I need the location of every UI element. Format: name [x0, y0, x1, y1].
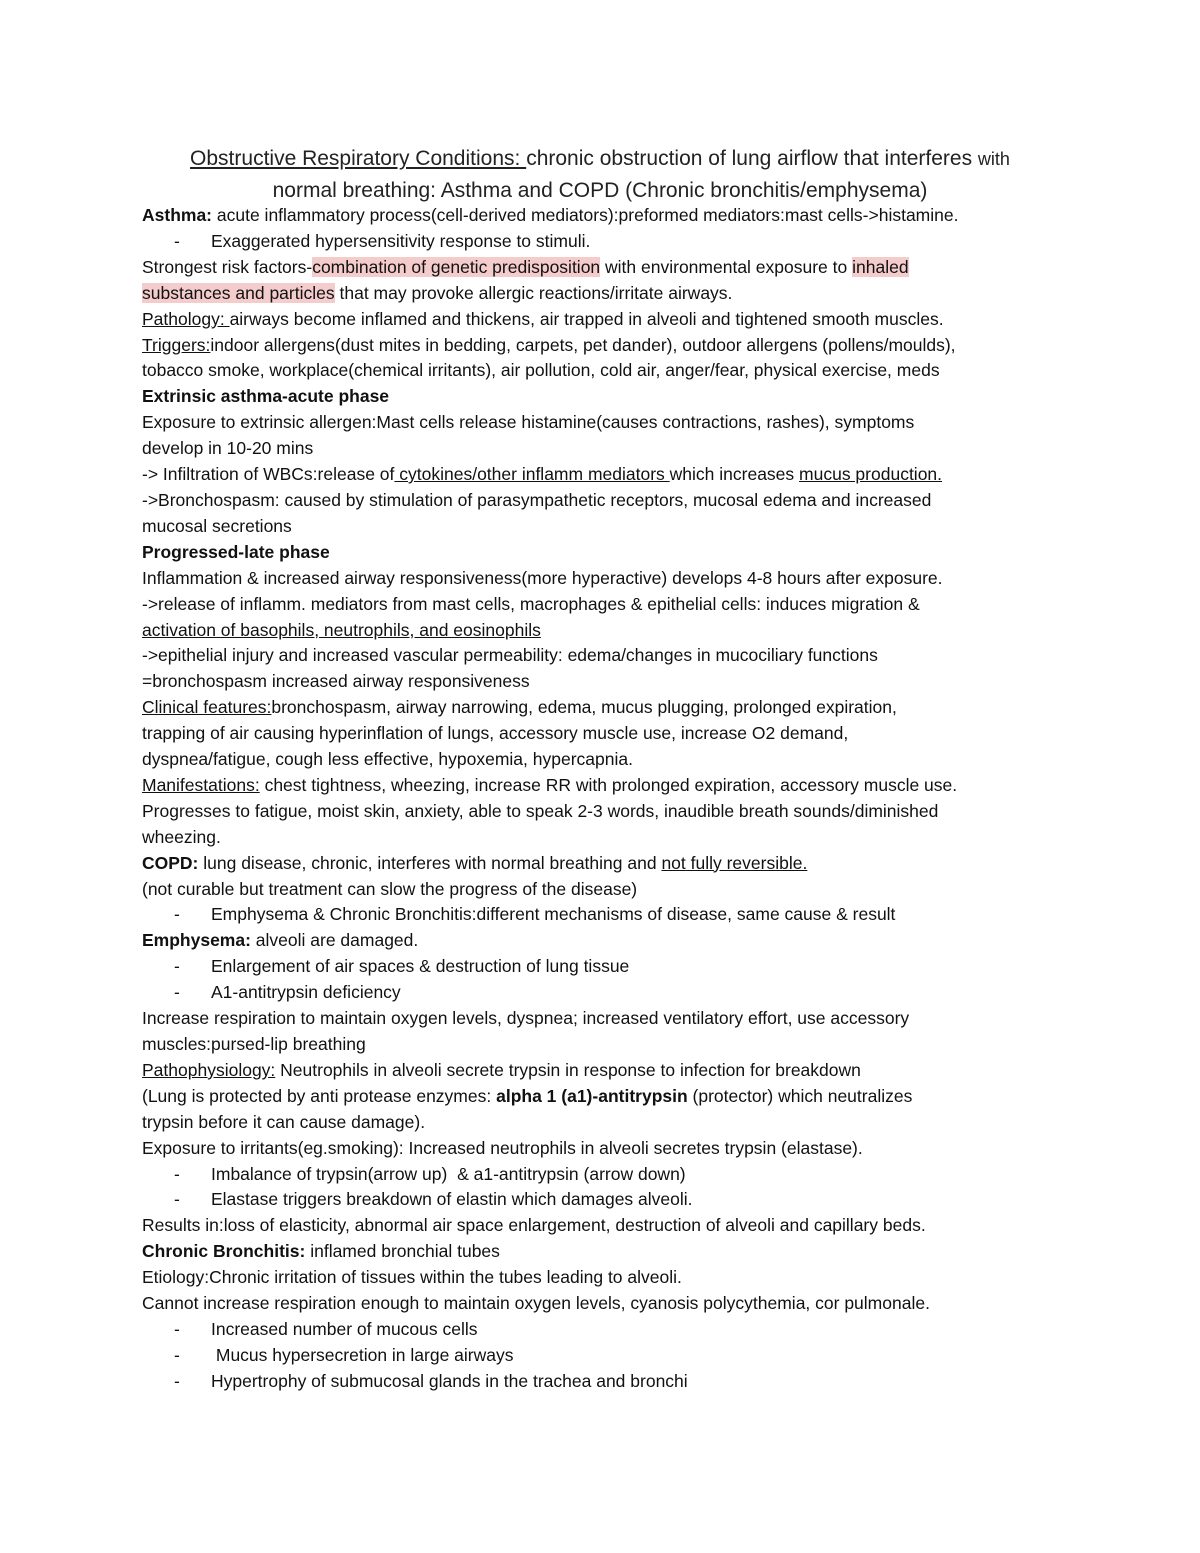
bronchitis-definition [142, 1239, 1062, 1265]
acute-line-2: develop in 10-20 mins [142, 438, 314, 459]
bullet-text: Mucus hypersecretion in large airways [211, 1344, 514, 1365]
manifestations-line-2: Progresses to fatigue, moist skin, anxiety, able to speak 2-3 words, inaudible breath sounds/diminished [142, 800, 939, 821]
pathophysiology-line [142, 1058, 1062, 1084]
emphysema-line-1: Increase respiration to maintain oxygen levels, dyspnea; increased ventilatory effort, use accessory [142, 1008, 910, 1029]
clinical-text: bronchospasm, airway narrowing, edema, mucus plugging, prolonged expiration, [271, 697, 897, 718]
late-line-3: activation of basophils, neutrophils, and eosinophils [142, 619, 541, 640]
emphysema-label: Emphysema: [142, 930, 251, 951]
list-item [142, 1343, 1062, 1369]
document-title [130, 143, 1070, 206]
list-item [142, 954, 1062, 980]
highlight-inhaled: inhaled [852, 256, 909, 277]
pathophysiology-text: Neutrophils in alveoli secrete trypsin in response to infection for breakdown [275, 1059, 861, 1080]
title-rest: chronic obstruction of lung airflow that interferes [526, 147, 978, 170]
bullet-dash: - [174, 904, 180, 925]
acute-line-4: ->Bronchospasm: caused by stimulation of parasympathetic receptors, mucosal edema and increased [142, 489, 932, 510]
clinical-line-2: trapping of air causing hyperinflation of lungs, accessory muscle use, increase O2 demand, [142, 723, 849, 744]
title-with: with [977, 149, 1010, 169]
manifestations-line-1 [142, 773, 1062, 799]
etiology-line: Etiology:Chronic irritation of tissues within the tubes leading to alveoli. [142, 1267, 682, 1288]
protection-line-1 [142, 1084, 1062, 1110]
copd-underline: not fully reversible. [661, 852, 808, 873]
protection-text-c: (protector) which neutralizes [687, 1085, 913, 1106]
bullet-dash: - [174, 1370, 180, 1391]
triggers-label: Triggers: [142, 334, 211, 355]
protection-text-a: (Lung is protected by anti protease enzymes: [142, 1085, 497, 1106]
list-item [142, 1162, 1062, 1188]
list-item [142, 1187, 1062, 1213]
pathology-text: airways become inflamed and thickens, air trapped in alveoli and tightened smooth muscles. [229, 308, 944, 329]
acute-line-5: mucosal secretions [142, 515, 292, 536]
late-phase-heading: Progressed-late phase [142, 541, 330, 562]
bullet-dash: - [174, 1163, 180, 1184]
results-line: Results in:loss of elasticity, abnormal air space enlargement, destruction of alveoli and capillary beds. [142, 1215, 926, 1236]
pathophysiology-label: Pathophysiology: [142, 1059, 276, 1080]
emphysema-line-2: muscles:pursed-lip breathing [142, 1034, 366, 1054]
asthma-def-text: acute inflammatory process(cell-derived mediators):preformed mediators:mast cells->histamine. [212, 205, 959, 225]
acute-text-a: -> Infiltration of WBCs:release of [142, 464, 395, 485]
acute-underline-mucus: mucus production. [799, 464, 943, 485]
list-item [142, 1317, 1062, 1343]
bullet-dash: - [174, 1318, 180, 1339]
clinical-line-1 [142, 695, 1062, 721]
pathology-line [142, 307, 1062, 333]
title-line-1 [130, 143, 1070, 175]
triggers-line-1 [142, 333, 1062, 359]
acute-line-3 [142, 462, 1062, 488]
late-line-1: Inflammation & increased airway responsiveness(more hyperactive) develops 4-8 hours after exposure. [142, 567, 943, 588]
bullet-text: Elastase triggers breakdown of elastin which damages alveoli. [211, 1189, 693, 1210]
risk-text-c: that may provoke allergic reactions/irritate airways. [334, 282, 733, 303]
document-body [142, 203, 1062, 1395]
bullet-dash: - [174, 956, 180, 977]
manifestations-text: chest tightness, wheezing, increase RR with prolonged expiration, accessory muscle use. [259, 774, 958, 795]
list-item [142, 902, 1062, 928]
asthma-definition [142, 203, 1062, 229]
cannot-line: Cannot increase respiration enough to maintain oxygen levels, cyanosis polycythemia, cor pulmonale. [142, 1293, 930, 1314]
late-line-2: ->release of inflamm. mediators from mast cells, macrophages & epithelial cells: induces migration & [142, 593, 920, 614]
late-line-5: =bronchospasm increased airway responsiveness [142, 671, 530, 692]
antitrypsin-bold: alpha 1 (a1)-antitrypsin [496, 1085, 688, 1106]
risk-text-a: Strongest risk factors- [142, 256, 313, 277]
highlight-substances: substances and particles [142, 282, 335, 303]
bullet-text: Increased number of mucous cells [211, 1318, 478, 1339]
bullet-text: Emphysema & Chronic Bronchitis:different mechanisms of disease, same cause & result [211, 904, 896, 925]
bullet-dash: - [174, 982, 180, 1003]
bullet-text: Enlargement of air spaces & destruction of lung tissue [211, 956, 630, 977]
risk-factors-line-1 [142, 255, 1062, 281]
bullet-dash: - [174, 1189, 180, 1210]
clinical-line-3: dyspnea/fatigue, cough less effective, hypoxemia, hypercapnia. [142, 749, 633, 770]
bronchitis-def-text: inflamed bronchial tubes [305, 1241, 500, 1262]
clinical-label: Clinical features: [142, 697, 272, 718]
risk-factors-line-2 [142, 281, 1062, 307]
bullet-text: Exaggerated hypersensitivity response to stimuli. [211, 230, 591, 251]
late-line-4: ->epithelial injury and increased vascular permeability: edema/changes in mucociliary functions [142, 645, 878, 666]
bullet-text: Imbalance of trypsin(arrow up) & a1-antitrypsin (arrow down) [211, 1163, 686, 1184]
list-item [142, 1369, 1062, 1395]
emphysema-def-text: alveoli are damaged. [250, 930, 419, 951]
bullet-dash: - [174, 230, 180, 251]
exposure-line: Exposure to irritants(eg.smoking): Increased neutrophils in alveoli secretes trypsin (elastase). [142, 1137, 863, 1158]
title-line-2: normal breathing: Asthma and COPD (Chronic bronchitis/emphysema) [272, 179, 928, 202]
bullet-text: A1-antitrypsin deficiency [211, 982, 401, 1003]
risk-text-b: with environmental exposure to [600, 256, 853, 277]
list-item [142, 229, 1062, 255]
title-lead: Obstructive Respiratory Conditions: [190, 147, 527, 170]
copd-label: COPD: [142, 852, 199, 873]
triggers-text: indoor allergens(dust mites in bedding, carpets, pet dander), outdoor allergens (pollens/moulds), [210, 334, 956, 355]
list-item [142, 980, 1062, 1006]
acute-underline-cytokines: cytokines/other inflamm mediators [394, 464, 670, 485]
copd-def-text: lung disease, chronic, interferes with normal breathing and [198, 852, 662, 873]
emphysema-definition [142, 928, 1062, 954]
asthma-label: Asthma: [142, 205, 213, 225]
bullet-dash: - [174, 1344, 180, 1365]
pathology-label: Pathology: [142, 308, 230, 329]
copd-line-2: (not curable but treatment can slow the progress of the disease) [142, 878, 638, 899]
acute-text-b: which increases [669, 464, 800, 485]
bullet-text: Hypertrophy of submucosal glands in the trachea and bronchi [211, 1370, 688, 1391]
triggers-line-2: tobacco smoke, workplace(chemical irritants), air pollution, cold air, anger/fear, physical exercise, meds [142, 360, 940, 381]
acute-phase-heading: Extrinsic asthma-acute phase [142, 386, 390, 407]
copd-definition [142, 851, 1062, 877]
protection-line-2: trypsin before it can cause damage). [142, 1111, 426, 1132]
manifestations-line-3: wheezing. [142, 826, 221, 847]
manifestations-label: Manifestations: [142, 774, 260, 795]
highlight-genetic: combination of genetic predisposition [312, 256, 601, 277]
bronchitis-label: Chronic Bronchitis: [142, 1241, 306, 1262]
acute-line-1: Exposure to extrinsic allergen:Mast cells release histamine(causes contractions, rashes), symptoms [142, 412, 915, 433]
